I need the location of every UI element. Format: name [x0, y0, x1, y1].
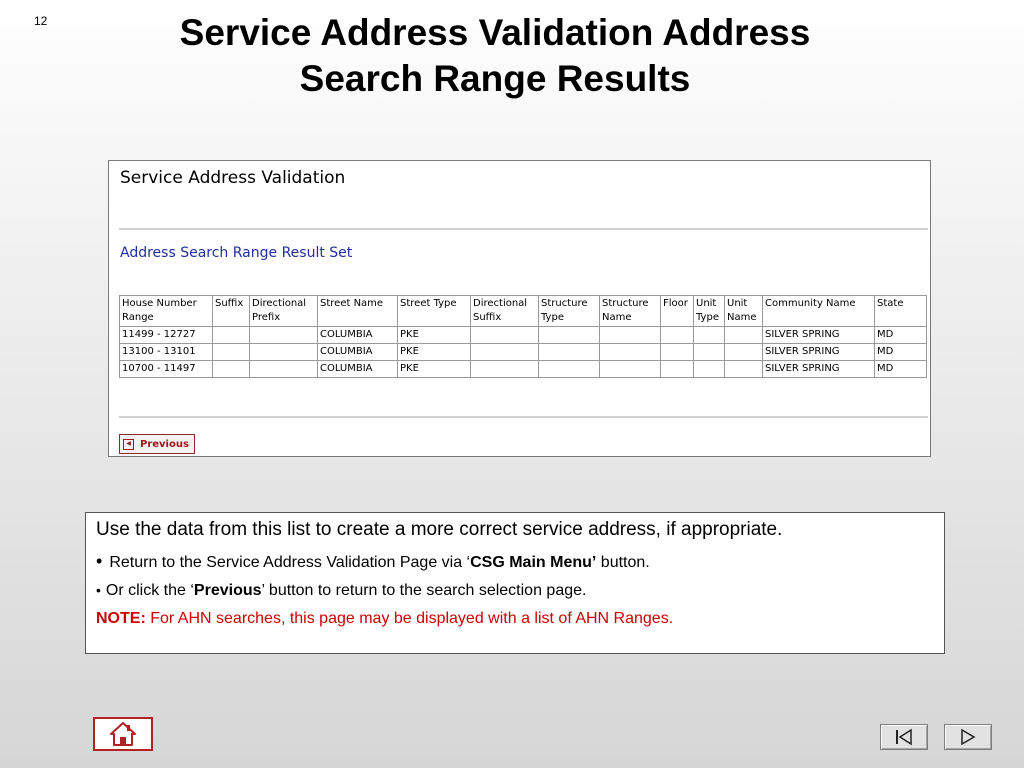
- previous-reference: Previous: [193, 582, 262, 599]
- next-slide-button[interactable]: [944, 724, 992, 750]
- table-cell: COLUMBIA: [318, 361, 398, 378]
- table-cell: [694, 344, 725, 361]
- bullet-icon: •: [96, 551, 103, 571]
- slide-title-line-1: Service Address Validation Address: [179, 12, 811, 53]
- table-cell: [213, 344, 250, 361]
- table-cell: COLUMBIA: [318, 327, 398, 344]
- table-row: [120, 344, 927, 361]
- app-title: Service Address Validation: [120, 168, 346, 188]
- table-cell: [213, 327, 250, 344]
- table-cell: [600, 361, 661, 378]
- results-table: [119, 295, 927, 378]
- table-cell: [250, 361, 318, 378]
- table-cell: SILVER SPRING: [763, 327, 875, 344]
- divider: [119, 228, 928, 231]
- instruction-text: Use the data from this list to create a more correct service address, if appropriate.: [96, 519, 783, 540]
- table-row: [120, 361, 927, 378]
- instruction-bullet-main-menu: • Return to the Service Address Validation Page via ‘CSG Main Menu’ button.: [96, 551, 650, 571]
- slide-title-line-2: Search Range Results: [299, 58, 691, 99]
- arrow-left-icon: ◀: [123, 439, 134, 450]
- column-header-structure-type: Structure Type: [539, 296, 600, 327]
- instructions-box: [85, 512, 945, 654]
- column-header-house-number-range: House Number Range: [120, 296, 213, 327]
- table-cell: SILVER SPRING: [763, 344, 875, 361]
- section-heading: Address Search Range Result Set: [120, 245, 353, 261]
- table-cell: [694, 361, 725, 378]
- skip-to-first-icon: [893, 728, 915, 746]
- table-cell: [471, 361, 539, 378]
- table-cell: [725, 361, 763, 378]
- column-header-directional-suffix: Directional Suffix: [471, 296, 539, 327]
- table-cell: 11499 - 12727: [120, 327, 213, 344]
- table-cell: [471, 344, 539, 361]
- table-row: [120, 327, 927, 344]
- table-cell: [471, 327, 539, 344]
- table-cell: [725, 327, 763, 344]
- home-button[interactable]: [93, 717, 153, 751]
- table-cell: 13100 - 13101: [120, 344, 213, 361]
- slide-number: 12: [34, 14, 48, 28]
- note-text: NOTE: For AHN searches, this page may be displayed with a list of AHN Ranges.: [96, 610, 674, 627]
- instruction-bullet-previous: • Or click the ‘Previous’ button to return to the search selection page.: [96, 582, 587, 599]
- table-cell: PKE: [398, 344, 471, 361]
- column-header-community-name: Community Name: [763, 296, 875, 327]
- column-header-street-name: Street Name: [318, 296, 398, 327]
- table-cell: [539, 344, 600, 361]
- table-cell: [661, 327, 694, 344]
- csg-main-menu-reference: CSG Main Menu’: [470, 554, 597, 571]
- column-header-directional-prefix: Directional Prefix: [250, 296, 318, 327]
- table-cell: PKE: [398, 361, 471, 378]
- table-cell: [539, 361, 600, 378]
- column-header-state: State: [875, 296, 927, 327]
- table-cell: [661, 344, 694, 361]
- column-header-suffix: Suffix: [213, 296, 250, 327]
- table-cell: MD: [875, 361, 927, 378]
- slide-title: [120, 10, 870, 102]
- note-label: NOTE:: [96, 610, 146, 627]
- table-cell: [600, 344, 661, 361]
- column-header-street-type: Street Type: [398, 296, 471, 327]
- first-slide-button[interactable]: [880, 724, 928, 750]
- table-cell: [250, 327, 318, 344]
- table-cell: [600, 327, 661, 344]
- table-header-row: [120, 296, 927, 327]
- table-cell: 10700 - 11497: [120, 361, 213, 378]
- home-icon: [109, 721, 137, 747]
- table-cell: [661, 361, 694, 378]
- table-cell: [213, 361, 250, 378]
- table-cell: MD: [875, 344, 927, 361]
- table-cell: [539, 327, 600, 344]
- table-cell: MD: [875, 327, 927, 344]
- table-cell: PKE: [398, 327, 471, 344]
- table-cell: [250, 344, 318, 361]
- bullet-icon: •: [96, 582, 101, 598]
- column-header-floor: Floor: [661, 296, 694, 327]
- column-header-unit-type: Unit Type: [694, 296, 725, 327]
- table-cell: [725, 344, 763, 361]
- app-screenshot-panel: [108, 160, 931, 457]
- divider: [119, 416, 928, 419]
- column-header-structure-name: Structure Name: [600, 296, 661, 327]
- table-cell: [694, 327, 725, 344]
- column-header-unit-name: Unit Name: [725, 296, 763, 327]
- table-cell: COLUMBIA: [318, 344, 398, 361]
- table-cell: SILVER SPRING: [763, 361, 875, 378]
- play-next-icon: [957, 728, 979, 746]
- previous-button-label: Previous: [140, 438, 189, 450]
- previous-button[interactable]: [119, 434, 195, 454]
